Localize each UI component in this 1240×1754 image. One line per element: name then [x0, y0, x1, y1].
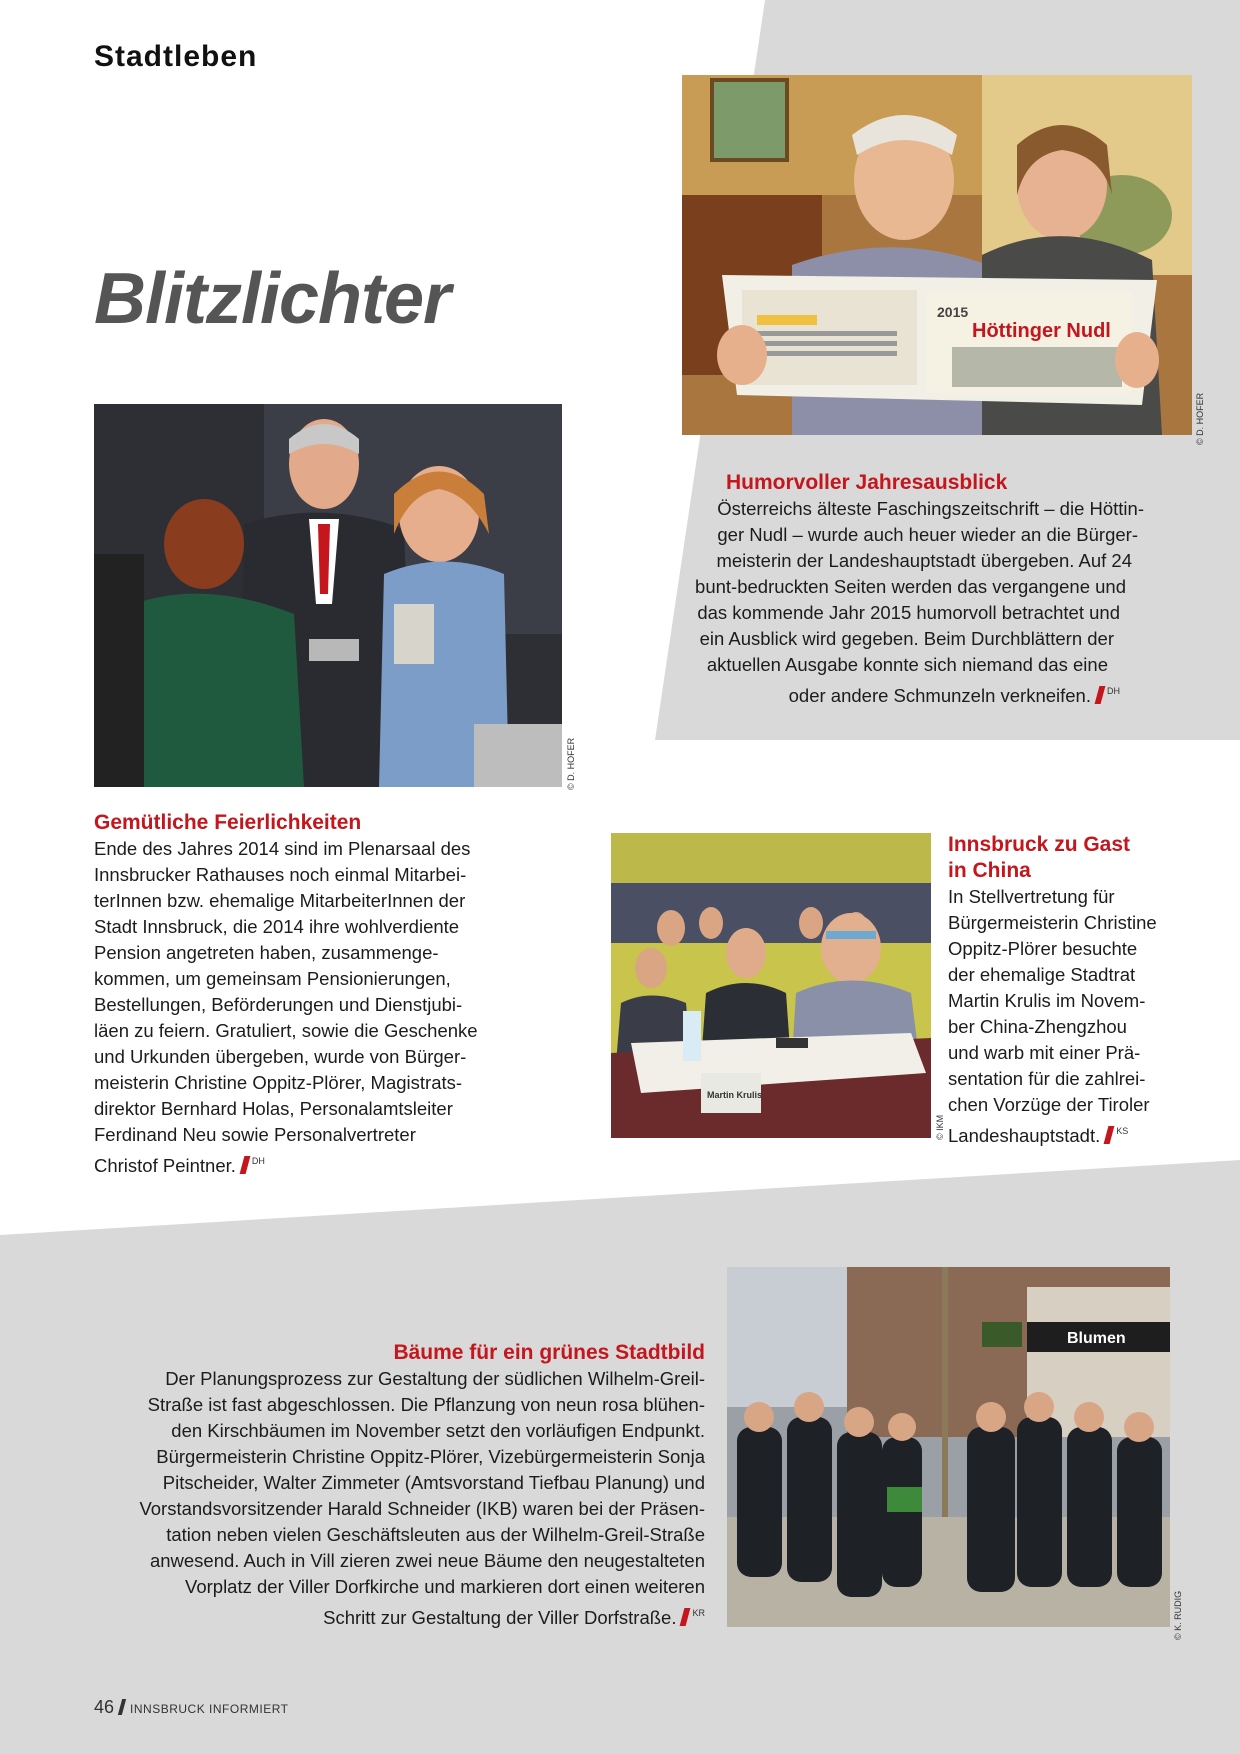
article-line: Martin Krulis im Novem-: [948, 990, 1146, 1011]
article-humorvoller-jahresausblick: [640, 470, 1160, 709]
article-title-line: Innsbruck zu Gast: [948, 833, 1131, 856]
photo-ceremony: [94, 404, 562, 787]
author-initials: KR: [692, 1608, 705, 1618]
page-title: Blitzlichter: [94, 259, 451, 339]
article-line: Christof Peintner.: [94, 1155, 236, 1176]
article-gemuetliche-feierlichkeiten: [94, 810, 494, 1179]
article-line: kommen, um gemeinsam Pensionierungen,: [94, 968, 451, 989]
article-line: Schritt zur Gestaltung der Viller Dorfstraße.: [323, 1607, 677, 1628]
photo-credit: © IKM: [935, 1114, 945, 1140]
section-label: Stadtleben: [94, 40, 258, 73]
article-line: Bürgermeisterin Christine Oppitz-Plörer, Vizebürgermeisterin Sonja: [156, 1446, 705, 1467]
article-line: ger Nudl – wurde auch heuer wieder an die Bürger-: [717, 524, 1138, 545]
article-line: Stadt Innsbruck, die 2014 ihre wohlverdiente: [94, 916, 460, 937]
article-line: ber China-Zhengzhou: [948, 1016, 1127, 1037]
article-title: Humorvoller Jahresausblick: [726, 471, 1008, 494]
article-line: Oppitz-Plörer besuchte: [948, 938, 1138, 959]
article-line: chen Vorzüge der Tiroler: [948, 1094, 1150, 1115]
article-line: terInnen bzw. ehemalige MitarbeiterInnen der: [94, 890, 466, 911]
article-line: direktor Bernhard Holas, Personalamtsleiter: [94, 1098, 453, 1119]
magazine-name: INNSBRUCK INFORMIERT: [130, 1702, 289, 1716]
article-line: Innsbrucker Rathauses noch einmal Mitarbei-: [94, 864, 467, 885]
article-line: der ehemalige Stadtrat: [948, 964, 1136, 985]
article-line: und warb mit einer Prä-: [948, 1042, 1141, 1063]
newspaper-masthead: Höttinger Nudl: [972, 320, 1111, 342]
photo-credit: © D. HOFER: [1195, 392, 1205, 445]
end-mark: [1095, 686, 1106, 704]
article-line: Der Planungsprozess zur Gestaltung der südlichen Wilhelm-Greil-: [165, 1368, 705, 1389]
article-line: sentation für die zahlrei-: [948, 1068, 1146, 1089]
article-line: Vorplatz der Viller Dorfkirche und markieren dort einen weiteren: [185, 1576, 705, 1597]
article-line: Vorstandsvorsitzender Harald Schneider (IKB) waren bei der Präsen-: [139, 1498, 705, 1519]
page-footer: [94, 1697, 288, 1718]
article-line: Ende des Jahres 2014 sind im Plenarsaal des: [94, 838, 471, 859]
article-line: Österreichs älteste Faschingszeitschrift – die Höttin-: [717, 498, 1144, 519]
photo-newspaper-reading: [682, 75, 1192, 435]
article-line: das kommende Jahr 2015 humorvoll betrachtet und: [697, 602, 1120, 623]
article-line: meisterin der Landeshauptstadt übergeben. Auf 24: [716, 550, 1132, 571]
end-mark: [680, 1608, 691, 1626]
article-line: meisterin Christine Oppitz-Plörer, Magistrats-: [94, 1072, 463, 1093]
article-line: tation neben vielen Geschäftsleuten aus der Wilhelm-Greil-Straße: [166, 1524, 705, 1545]
article-line: Bestellungen, Beförderungen und Dienstjubi-: [94, 994, 463, 1015]
article-title: Gemütliche Feierlichkeiten: [94, 811, 362, 834]
article-line: und Urkunden übergeben, wurde von Bürger-: [94, 1046, 467, 1067]
footer-slash: [118, 1699, 126, 1715]
article-baeume-stadtbild: [130, 1340, 705, 1631]
article-line: Straße ist fast abgeschlossen. Die Pflanzung von neun rosa blühen-: [147, 1394, 705, 1415]
photo-conference: [611, 833, 931, 1138]
author-initials: KS: [1116, 1126, 1129, 1136]
article-line: aktuellen Ausgabe konnte sich niemand das eine: [706, 654, 1108, 675]
article-title-line: in China: [948, 859, 1031, 882]
article-line: anwesend. Auch in Vill zieren zwei neue Bäume den neugestalteten: [149, 1550, 705, 1571]
conference-nameplate: Martin Krulis: [707, 1090, 763, 1100]
author-initials: DH: [1107, 686, 1120, 696]
photo-credit: © K. RUDIG: [1173, 1590, 1183, 1640]
end-mark: [1104, 1126, 1115, 1144]
article-line: Landeshauptstadt.: [948, 1125, 1101, 1146]
article-line: In Stellvertretung für: [948, 886, 1115, 907]
end-mark: [239, 1156, 250, 1174]
author-initials: DH: [251, 1156, 265, 1166]
photo-credit: © D. HOFER: [566, 737, 576, 790]
article-line: bunt-bedruckten Seiten werden das vergangene und: [695, 576, 1126, 597]
article-line: Ferdinand Neu sowie Personalvertreter: [94, 1124, 416, 1145]
page-number: 46: [94, 1697, 115, 1717]
article-line: oder andere Schmunzeln verkneifen.: [788, 685, 1091, 706]
shop-sign: Blumen: [1067, 1330, 1126, 1347]
article-line: den Kirschbäumen im November setzt den vorläufigen Endpunkt.: [171, 1420, 705, 1441]
article-innsbruck-china: [948, 832, 1178, 1149]
newspaper-year: 2015: [937, 304, 969, 320]
photo-tree-planting: [727, 1267, 1170, 1627]
article-line: läen zu feiern. Gratuliert, sowie die Geschenke: [94, 1020, 478, 1041]
article-line: Pension angetreten haben, zusammenge-: [94, 942, 439, 963]
article-line: ein Ausblick wird gegeben. Beim Durchblättern der: [699, 628, 1114, 649]
article-line: Bürgermeisterin Christine: [948, 912, 1157, 933]
article-title: Bäume für ein grünes Stadtbild: [393, 1341, 705, 1364]
article-line: Pitscheider, Walter Zimmeter (Amtsvorstand Tiefbau Planung) und: [162, 1472, 705, 1493]
